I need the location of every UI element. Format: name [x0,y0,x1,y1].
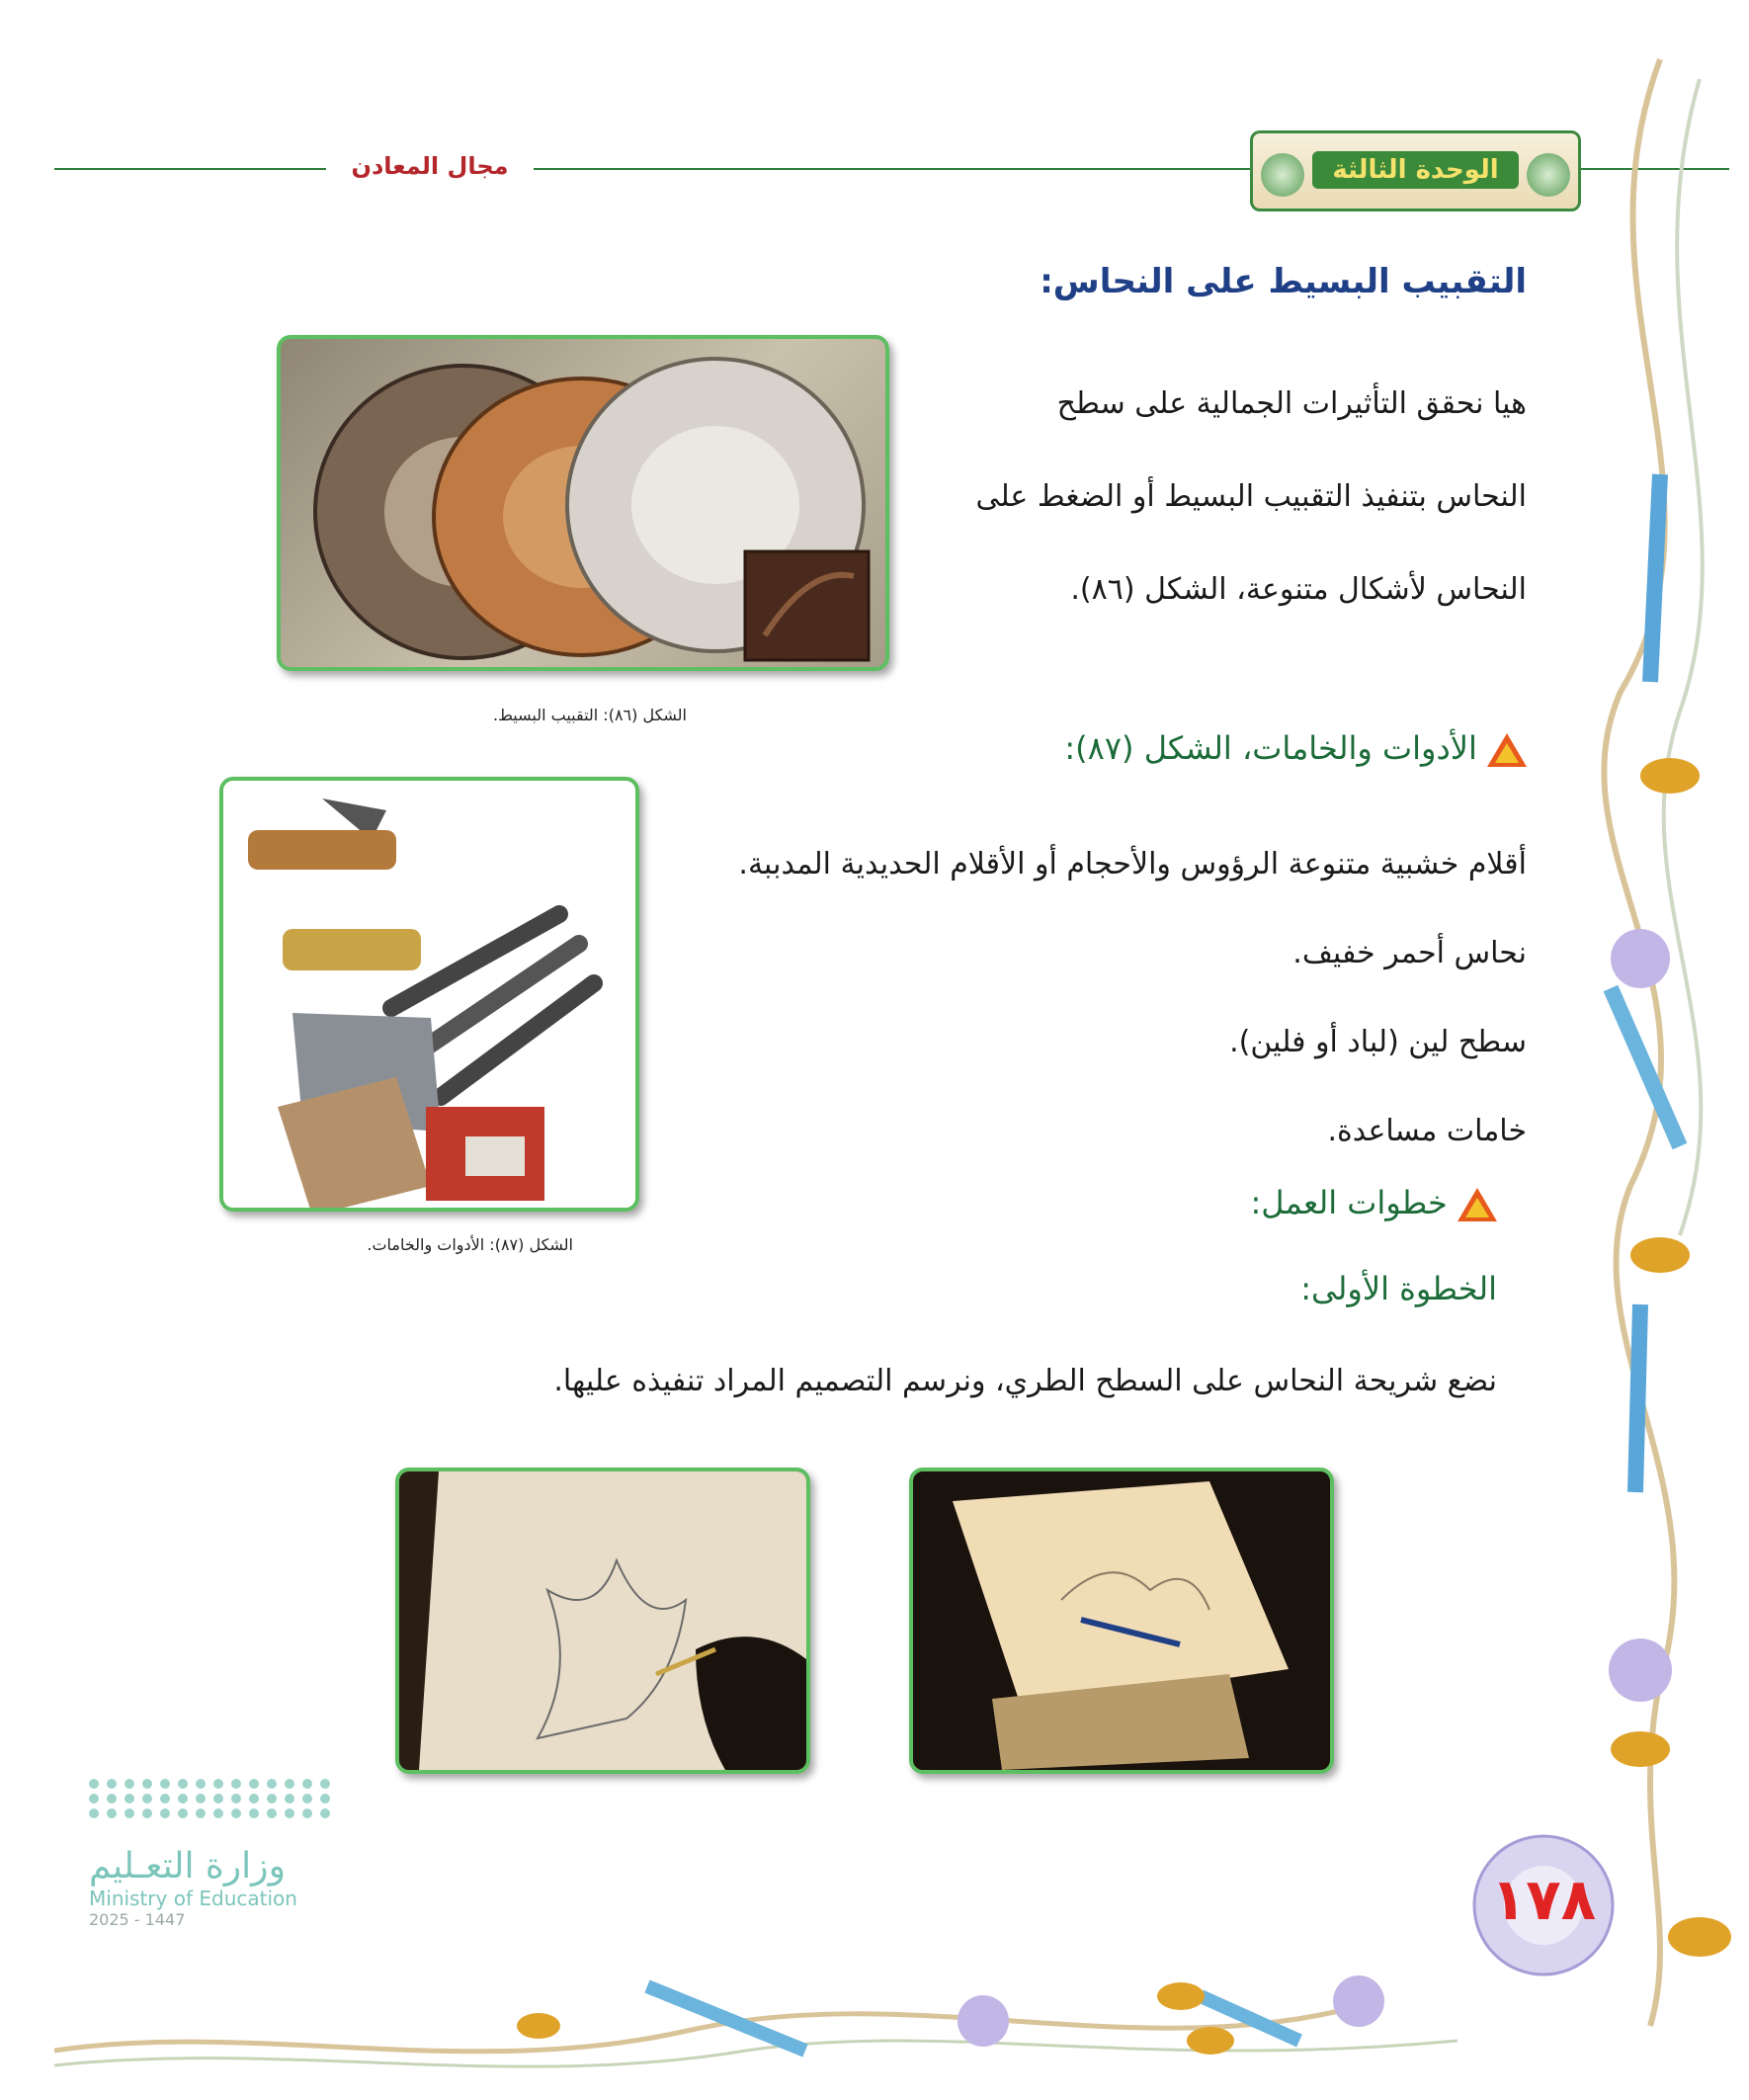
copper-plates-illustration [281,339,885,667]
tools-illustration [223,781,635,1208]
subject-title: مجال المعادن [351,152,509,180]
section-title-simple-embossing: التقبيب البسيط على النحاس: [1040,262,1527,301]
ministry-dots-icon [89,1779,336,1818]
warning-triangle-icon [1458,1188,1497,1221]
figure-86-photo [277,335,889,671]
tools-item-3: سطح لين (لباد أو فلين). [1229,1025,1527,1059]
ministry-logo [89,1779,336,1929]
section1-line-1: هيا نحقق التأثيرات الجمالية على سطح [1056,386,1527,421]
tools-item-1: أقلام خشبية متنوعة الرؤوس والأحجام أو الأقلام الحديدية المدببة. [738,847,1527,882]
step1-photo-copper-sheet [909,1468,1334,1774]
steps-title-text: خطوات العمل: [1250,1184,1448,1221]
step1-photo-drawing [395,1468,810,1774]
unit-title: الوحدة الثالثة [1312,151,1519,189]
drawing-leaf-illustration [399,1471,806,1770]
ornament-left-icon [1261,153,1304,197]
tools-list [632,820,1527,1176]
tools-item-2: نحاس أحمر خفيف. [1292,936,1527,970]
section-title-tools-materials [692,729,1527,767]
figure-87-caption: الشكل (٨٧): الأدوات والخامات. [367,1235,573,1254]
section1-paragraph [894,358,1527,636]
figure-87-photo [219,777,639,1212]
section1-line-3: النحاس لأشكال متنوعة، الشكل (٨٦). [1070,572,1527,607]
steps-title [1067,1184,1497,1221]
bottom-decorative-strip [54,1942,1487,2090]
step1-title: الخطوة الأولى: [1300,1270,1497,1307]
ministry-year: 2025 - 1447 [89,1910,186,1929]
ministry-name-ar: وزارة التعـليم [89,1846,286,1887]
ministry-name-en: Ministry of Education [89,1887,297,1910]
tools-title-text: الأدوات والخامات، الشكل (٨٧): [1064,729,1477,767]
section1-line-2: النحاس بتنفيذ التقبيب البسيط أو الضغط على [975,479,1527,514]
page-number: ١٧٨ [1490,1866,1597,1933]
tools-item-4: خامات مساعدة. [1327,1114,1527,1148]
page-number-badge [1445,1826,1642,1984]
copper-sheet-illustration [913,1471,1330,1770]
figure-86-caption: الشكل (٨٦): التقبيب البسيط. [493,706,687,724]
header-rule-left [54,168,326,170]
decorative-border [1512,0,1749,2100]
step1-text: نضع شريحة النحاس على السطح الطري، ونرسم التصميم المراد تنفيذه عليها. [553,1364,1497,1398]
header-rule-middle [534,168,1250,170]
